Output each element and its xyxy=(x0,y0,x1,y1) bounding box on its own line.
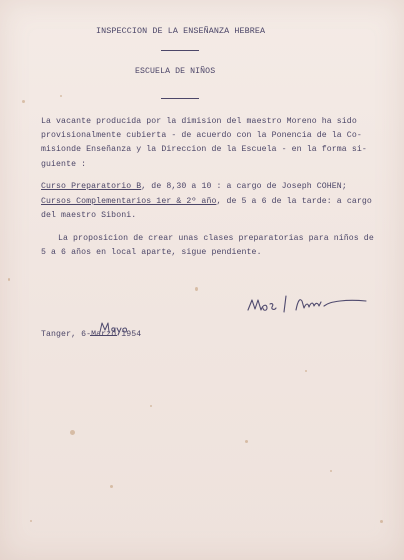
heading-divider xyxy=(161,50,199,51)
foxing-spot xyxy=(110,485,113,488)
school-title: ESCUELA DE NIÑOS xyxy=(135,67,216,76)
crossed-out-month: Marzo xyxy=(91,330,117,339)
body-line-1: La vacante producida por la dimision del maestro Moreno ha sido xyxy=(41,117,357,126)
body-line-3: misionde Enseñanza y la Direccion de la Escuela - en la forma si- xyxy=(41,145,367,154)
foxing-spot xyxy=(245,440,248,443)
body-line-8: La proposicion de crear unas clases preparatorias para niños de xyxy=(58,234,374,243)
document-heading: INSPECCION DE LA ENSEÑANZA HEBREA xyxy=(96,26,266,36)
title-divider xyxy=(161,98,199,99)
foxing-spot xyxy=(305,370,307,372)
foxing-spot xyxy=(60,95,62,97)
handwritten-signature xyxy=(244,290,374,316)
course-complementarios-detail: , de 5 a 6 de la tarde: a cargo xyxy=(216,197,372,206)
course-preparatorio-detail: , de 8,30 a 10 : a cargo de Joseph COHEN; xyxy=(141,182,347,191)
body-line-4: guiente : xyxy=(41,160,87,169)
course-complementarios-label: Cursos Complementarios 1er & 2º año xyxy=(41,197,217,206)
year: 1954 xyxy=(116,330,142,339)
foxing-spot xyxy=(30,520,32,522)
course-complementarios-line xyxy=(41,197,372,207)
body-line-7: del maestro Siboni. xyxy=(41,211,137,220)
foxing-spot xyxy=(150,405,152,407)
foxing-spot xyxy=(22,100,25,103)
course-preparatorio-label: Curso Preparatorio B xyxy=(41,182,142,191)
foxing-spot xyxy=(70,430,75,435)
body-line-2: provisionalmente cubierta - de acuerdo con la Ponencia de la Co- xyxy=(41,131,362,140)
body-line-9: 5 a 6 años en local aparte, sigue pendiente. xyxy=(41,248,262,257)
handwritten-month-correction xyxy=(98,319,130,337)
foxing-spot xyxy=(8,278,10,281)
place-prefix: Tanger, 6- xyxy=(41,330,92,339)
foxing-spot xyxy=(195,287,198,291)
course-preparatorio-line xyxy=(41,182,347,192)
foxing-spot xyxy=(330,470,332,472)
foxing-spot xyxy=(380,520,383,523)
